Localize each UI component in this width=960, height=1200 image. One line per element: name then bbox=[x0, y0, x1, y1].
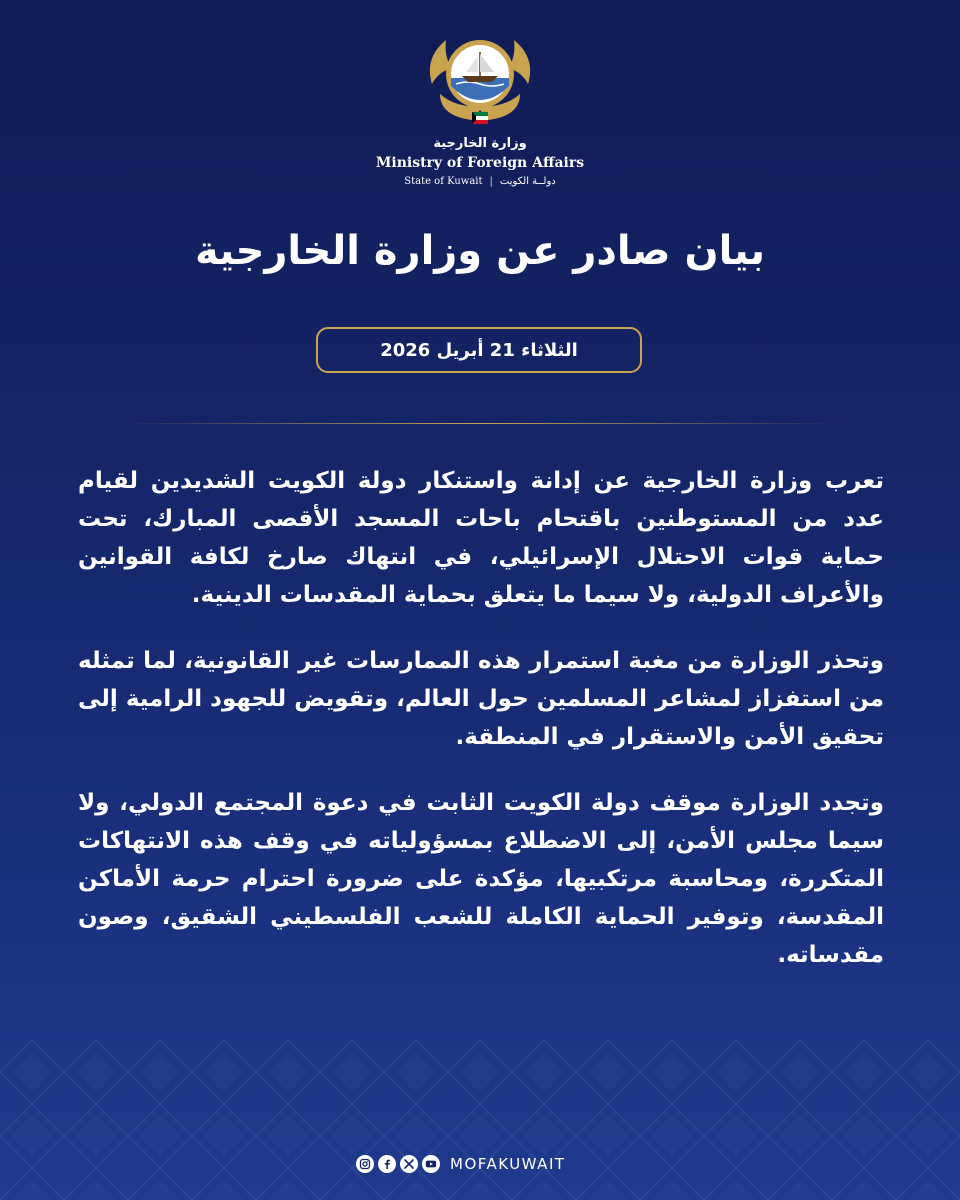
ministry-name-english: Ministry of Foreign Affairs bbox=[375, 155, 585, 171]
state-name-arabic: دولــة الكويت bbox=[499, 176, 556, 187]
instagram-icon[interactable] bbox=[356, 1155, 374, 1173]
facebook-icon[interactable] bbox=[378, 1155, 396, 1173]
ministry-name-arabic: وزارة الخارجية bbox=[433, 136, 527, 151]
statement-body bbox=[78, 462, 884, 1002]
state-line bbox=[0, 176, 960, 187]
statement-paragraph-3: وتجدد الوزارة موقف دولة الكويت الثابت في دعوة المجتمع الدولي، ولا سيما مجلس الأمن، إلى الاضطلاع بمسؤولياته في وقف هذه الانتهاكات المتكررة، ومحاسبة مرتكبيها، مؤكدة على ضرورة احترام حرمة الأماكن المقدسة، وتوفير الحماية الكاملة للشعب الفلسطيني الشقيق، وصون مقدساته. bbox=[78, 790, 884, 968]
kuwait-emblem-icon bbox=[420, 28, 540, 132]
x-icon[interactable] bbox=[400, 1155, 418, 1173]
statement-paragraph-1: تعرب وزارة الخارجية عن إدانة واستنكار دولة الكويت الشديدين لقيام عدد من المستوطنين باقتحام باحات المسجد الأقصى المبارك، تحت حماية قوات الاحتلال الإسرائيلي، في انتهاك صارخ لكافة القوانين والأعراف الدولية، ولا سيما ما يتعلق بحماية المقدسات الدينية. bbox=[78, 468, 884, 608]
gold-divider bbox=[120, 423, 840, 424]
social-handle[interactable]: MOFAKUWAIT bbox=[450, 1155, 566, 1173]
state-separator: | bbox=[489, 176, 493, 187]
statement-paragraph-2: وتحذر الوزارة من مغبة استمرار هذه الممارسات غير القانونية، لما تمثله من استفزاز لمشاعر المسلمين حول العالم، وتقويض للجهود الرامية إلى تحقيق الأمن والاستقرار في المنطقة. bbox=[78, 648, 884, 750]
social-footer bbox=[356, 1152, 566, 1176]
date-badge bbox=[316, 327, 642, 373]
statement-headline: بيان صادر عن وزارة الخارجية bbox=[194, 228, 766, 274]
youtube-icon[interactable] bbox=[422, 1155, 440, 1173]
date-text: الثلاثاء 21 أبريل 2026 bbox=[380, 339, 578, 361]
state-name-english: State of Kuwait bbox=[404, 176, 483, 187]
background-diamond-pattern bbox=[0, 1040, 960, 1200]
